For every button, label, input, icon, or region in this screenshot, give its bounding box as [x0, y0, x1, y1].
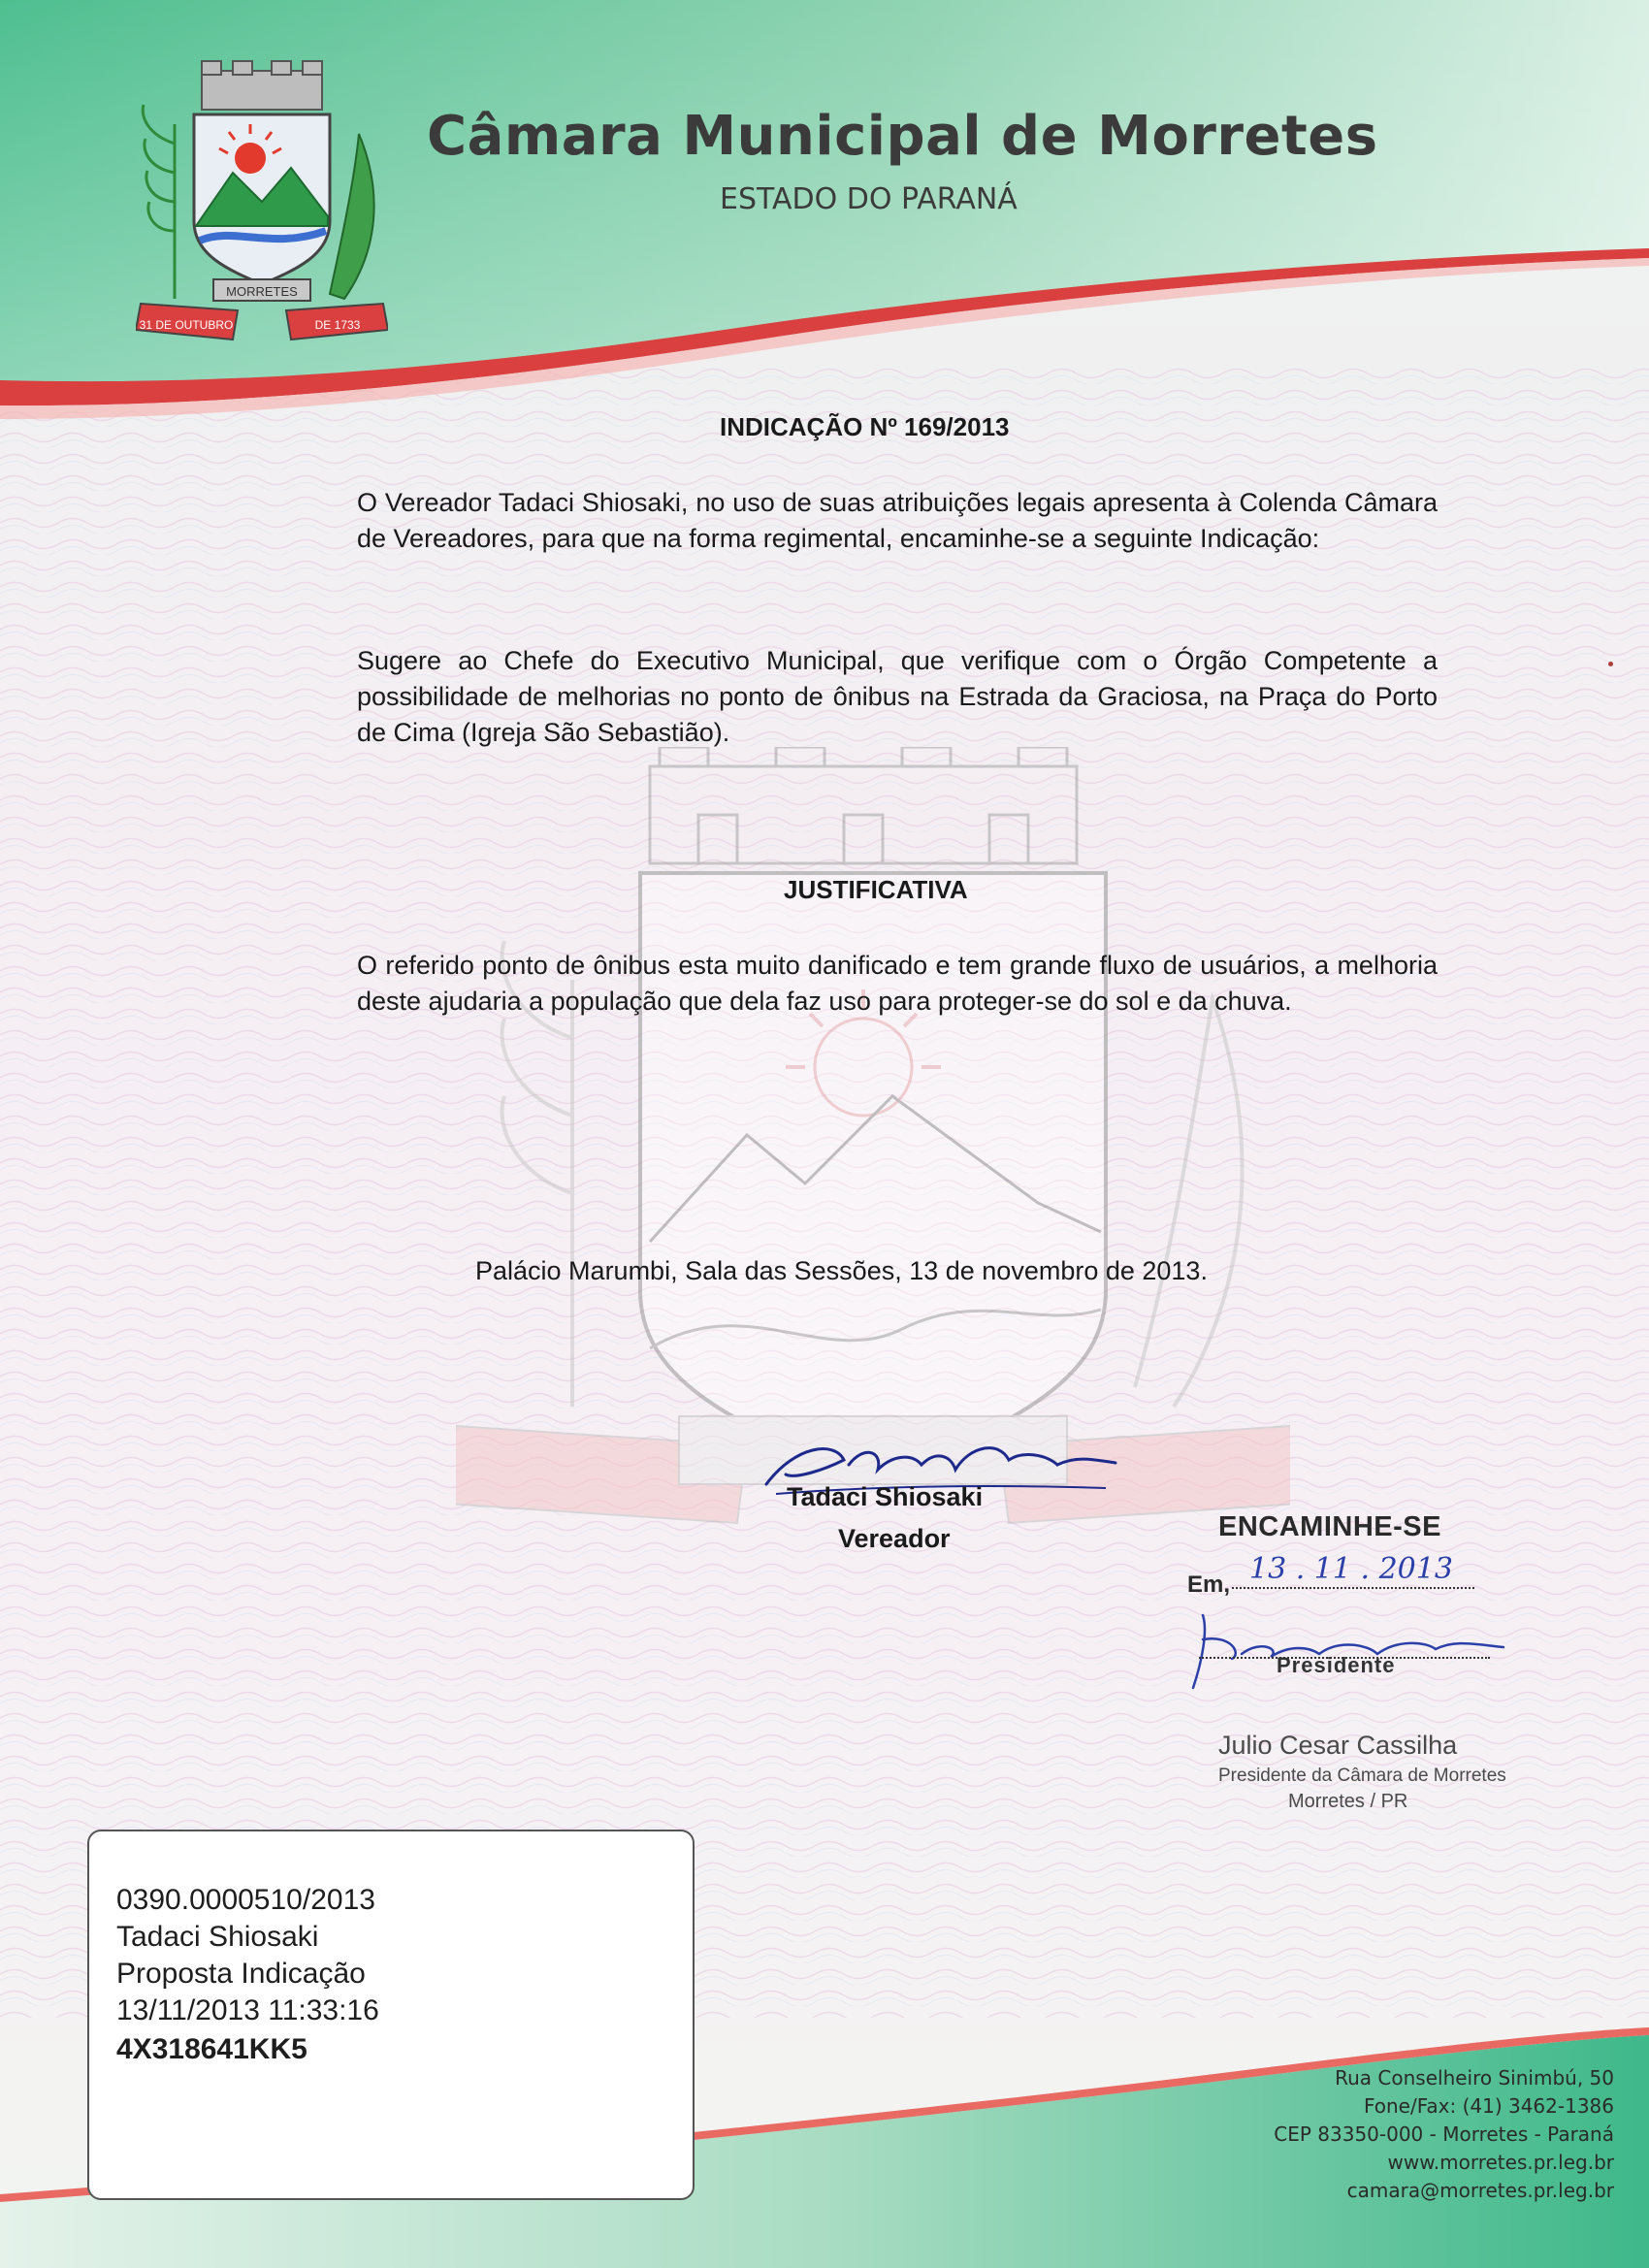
- stamp-handwritten-date: 13 . 11 . 2013: [1249, 1552, 1453, 1586]
- svg-text:31 DE OUTUBRO: 31 DE OUTUBRO: [139, 318, 234, 332]
- intro-paragraph: O Vereador Tadaci Shiosaki, no uso de suas atribuições legais apresenta à Colenda Câmara de Vereadores, para que na forma regimental, encaminhe-se a seguinte Indicação:: [357, 488, 1438, 553]
- protocol-timestamp: 13/11/2013 11:33:16: [116, 1994, 379, 2026]
- president-signature: [1174, 1601, 1513, 1698]
- stamp-heading: ENCAMINHE-SE: [1218, 1511, 1441, 1542]
- footer-address-block: [1274, 2064, 1614, 2205]
- footer-cep: CEP 83350-000 - Morretes - Paraná: [1274, 2122, 1614, 2146]
- justification-title: JUSTIFICATIVA: [784, 875, 968, 904]
- header-title: Câmara Municipal de Morretes: [427, 105, 1378, 168]
- stamp-em-label: Em,: [1187, 1571, 1231, 1598]
- protocol-label: [87, 1830, 695, 2200]
- request-paragraph: Sugere ao Chefe do Executivo Municipal, que verifique com o Órgão Competente a possibilidade de melhorias no ponto de ônibus na Estrada da Graciosa, na Praça do Porto de Cima (Igreja São Sebastião).: [357, 646, 1438, 747]
- protocol-author: Tadaci Shiosaki: [116, 1921, 319, 1953]
- coat-of-arms-logo: [136, 56, 388, 357]
- stamp-date-line: [1232, 1587, 1474, 1589]
- councilor-name: Tadaci Shiosaki: [787, 1482, 984, 1511]
- footer-address: Rua Conselheiro Sinimbú, 50: [1335, 2066, 1614, 2090]
- forwarding-stamp: [1174, 1511, 1523, 1812]
- document-title: INDICAÇÃO Nº 169/2013: [720, 412, 1010, 441]
- svg-text:MORRETES: MORRETES: [226, 284, 298, 299]
- place-and-date: Palácio Marumbi, Sala das Sessões, 13 de novembro de 2013.: [475, 1256, 1208, 1285]
- protocol-number: 0390.0000510/2013: [116, 1884, 375, 1916]
- ink-speck: [1608, 662, 1613, 666]
- president-location: Morretes / PR: [1288, 1791, 1408, 1812]
- footer-website: www.morretes.pr.leg.br: [1387, 2151, 1614, 2174]
- header-subtitle: ESTADO DO PARANÁ: [720, 182, 1018, 216]
- president-name: Julio Cesar Cassilha: [1218, 1731, 1458, 1760]
- svg-text:DE 1733: DE 1733: [314, 318, 361, 332]
- councilor-role: Vereador: [838, 1524, 951, 1553]
- justification-paragraph: O referido ponto de ônibus esta muito danificado e tem grande fluxo de usuários, a melhoria deste ajudaria a população que dela faz uso para proteger-se do sol e da chuva.: [357, 951, 1438, 1016]
- protocol-type: Proposta Indicação: [116, 1958, 366, 1990]
- president-title: Presidente da Câmara de Morretes: [1218, 1766, 1506, 1786]
- protocol-code: 4X318641KK5: [116, 2033, 307, 2065]
- stamp-president-label: Presidente: [1277, 1653, 1396, 1677]
- footer-phone: Fone/Fax: (41) 3462-1386: [1363, 2094, 1614, 2118]
- footer-email: camara@morretes.pr.leg.br: [1346, 2179, 1614, 2202]
